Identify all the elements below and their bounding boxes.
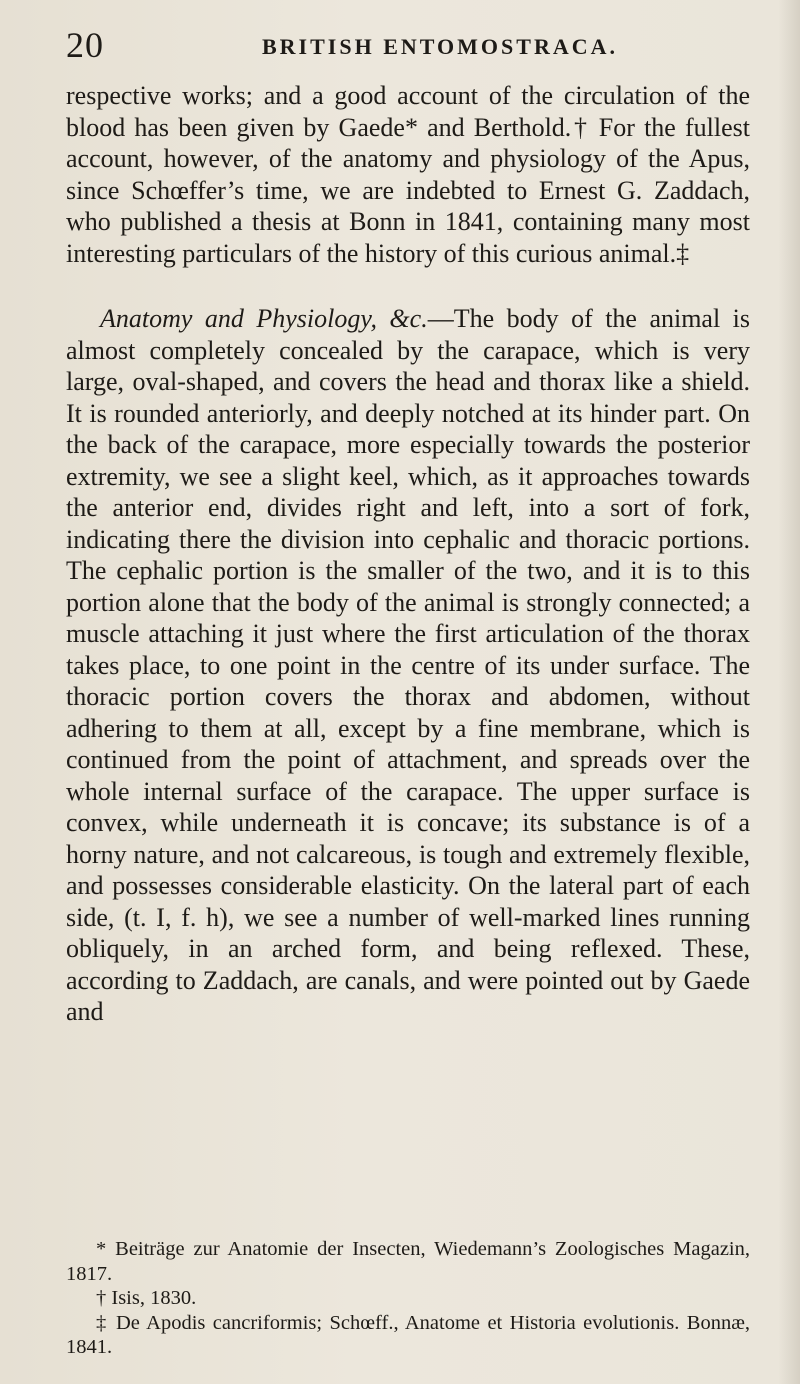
paragraph-2 [66,303,750,1028]
body-text [66,80,750,1028]
page-number: 20 [66,25,104,65]
paragraph-2-text: —The body of the animal is almost completely concealed by the carapace, which is very large, oval-shaped, and covers the head and thorax like a shield. It is rounded anteriorly, and deeply notched at its hinder part. On the back of the carapace, more especially towards the posterior extremity, we see a slight keel, which, as it approaches towards the anterior end, divides right and left, into a sort of fork, indicating there the division into cephalic and thoracic portions. The cephalic portion is the smaller of the two, and it is to this portion alone that the body of the animal is strongly connected; a muscle attaching it just where the first articulation of the thorax takes place, to one point in the centre of its under surface. The thoracic portion covers the thorax and abdomen, without adhering to them at all, except by a fine membrane, which is continued from the point of attachment, and spreads over the whole internal surface of the carapace. The upper surface is convex, while underneath it is concave; its substance is of a horny nature, and not calcareous, is tough and extremely flexible, and possesses considerable elasticity. On the lateral part of each side, (t. I, f. h), we see a number of well-marked lines running obliquely, in an arched form, and being reflexed. These, according to Zaddach, are canals, and were pointed out by Gaede and [66,304,751,1026]
footnotes [66,1237,750,1360]
running-title: BRITISH ENTOMOSTRACA. [262,34,618,59]
paragraph-1: respective works; and a good account of the circulation of the blood has been given by Gaede* and Berthold.† For the fullest account, however, of the anatomy and physiology of the Apus, since Schœffer’s time, we are indebted to Ernest G. Zaddach, who published a thesis at Bonn in 1841, containing many most interesting particulars of the history of this curious animal.‡ [66,81,750,268]
section-heading: Anatomy and Physiology, &c. [100,304,428,333]
running-head [66,22,666,66]
footnote-3: ‡ De Apodis cancriformis; Schœff., Anatome et Historia evolutionis. Bonnæ, 1841. [66,1311,750,1358]
footnote-1: * Beiträge zur Anatomie der Insecten, Wiedemann’s Zoologisches Magazin, 1817. [66,1238,750,1285]
footnote-2: † Isis, 1830. [96,1287,197,1309]
page-edge-shadow [778,0,800,1384]
